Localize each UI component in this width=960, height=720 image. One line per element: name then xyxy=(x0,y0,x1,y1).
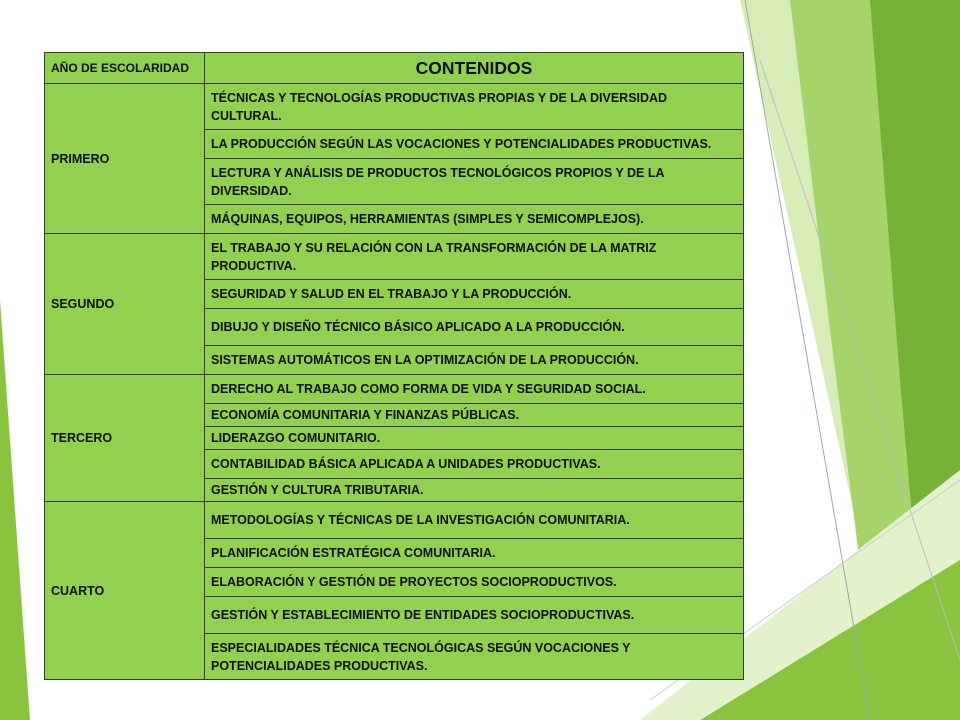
content-cell: ELABORACIÓN Y GESTIÓN DE PROYECTOS SOCIOPRODUCTIVOS. xyxy=(205,568,744,597)
table-row xyxy=(45,84,744,130)
year-cell: PRIMERO xyxy=(45,84,205,234)
content-cell: ESPECIALIDADES TÉCNICA TECNOLÓGICAS SEGÚN VOCACIONES Y POTENCIALIDADES PRODUCTIVAS. xyxy=(205,634,744,680)
content-cell: TÉCNICAS Y TECNOLOGÍAS PRODUCTIVAS PROPIAS Y DE LA DIVERSIDAD CULTURAL. xyxy=(205,84,744,130)
content-cell: EL TRABAJO Y SU RELACIÓN CON LA TRANSFORMACIÓN DE LA MATRIZ PRODUCTIVA. xyxy=(205,234,744,280)
content-cell: ECONOMÍA COMUNITARIA Y FINANZAS PÚBLICAS. xyxy=(205,404,744,427)
content-cell: MÁQUINAS, EQUIPOS, HERRAMIENTAS (SIMPLES Y SEMICOMPLEJOS). xyxy=(205,205,744,234)
table-row xyxy=(45,375,744,404)
contents-table xyxy=(44,52,744,680)
year-cell: TERCERO xyxy=(45,375,205,502)
content-cell: METODOLOGÍAS Y TÉCNICAS DE LA INVESTIGACIÓN COMUNITARIA. xyxy=(205,502,744,539)
content-cell: SEGURIDAD Y SALUD EN EL TRABAJO Y LA PRODUCCIÓN. xyxy=(205,280,744,309)
table-header-row xyxy=(45,53,744,84)
content-cell: LIDERAZGO COMUNITARIO. xyxy=(205,427,744,450)
table-row xyxy=(45,502,744,539)
header-year: AÑO DE ESCOLARIDAD xyxy=(45,53,205,84)
content-cell: CONTABILIDAD BÁSICA APLICADA A UNIDADES PRODUCTIVAS. xyxy=(205,450,744,479)
content-cell: GESTIÓN Y ESTABLECIMIENTO DE ENTIDADES SOCIOPRODUCTIVAS. xyxy=(205,597,744,634)
year-cell: SEGUNDO xyxy=(45,234,205,375)
content-cell: DIBUJO Y DISEÑO TÉCNICO BÁSICO APLICADO A LA PRODUCCIÓN. xyxy=(205,309,744,346)
content-cell: DERECHO AL TRABAJO COMO FORMA DE VIDA Y SEGURIDAD SOCIAL. xyxy=(205,375,744,404)
year-cell: CUARTO xyxy=(45,502,205,680)
content-cell: GESTIÓN Y CULTURA TRIBUTARIA. xyxy=(205,479,744,502)
table-body xyxy=(45,84,744,680)
content-cell: SISTEMAS AUTOMÁTICOS EN LA OPTIMIZACIÓN DE LA PRODUCCIÓN. xyxy=(205,346,744,375)
content-cell: LA PRODUCCIÓN SEGÚN LAS VOCACIONES Y POTENCIALIDADES PRODUCTIVAS. xyxy=(205,130,744,159)
left-green-stripe xyxy=(0,300,30,720)
header-contents: CONTENIDOS xyxy=(205,53,744,84)
content-cell: LECTURA Y ANÁLISIS DE PRODUCTOS TECNOLÓGICOS PROPIOS Y DE LA DIVERSIDAD. xyxy=(205,159,744,205)
content-cell: PLANIFICACIÓN ESTRATÉGICA COMUNITARIA. xyxy=(205,539,744,568)
table-row xyxy=(45,234,744,280)
